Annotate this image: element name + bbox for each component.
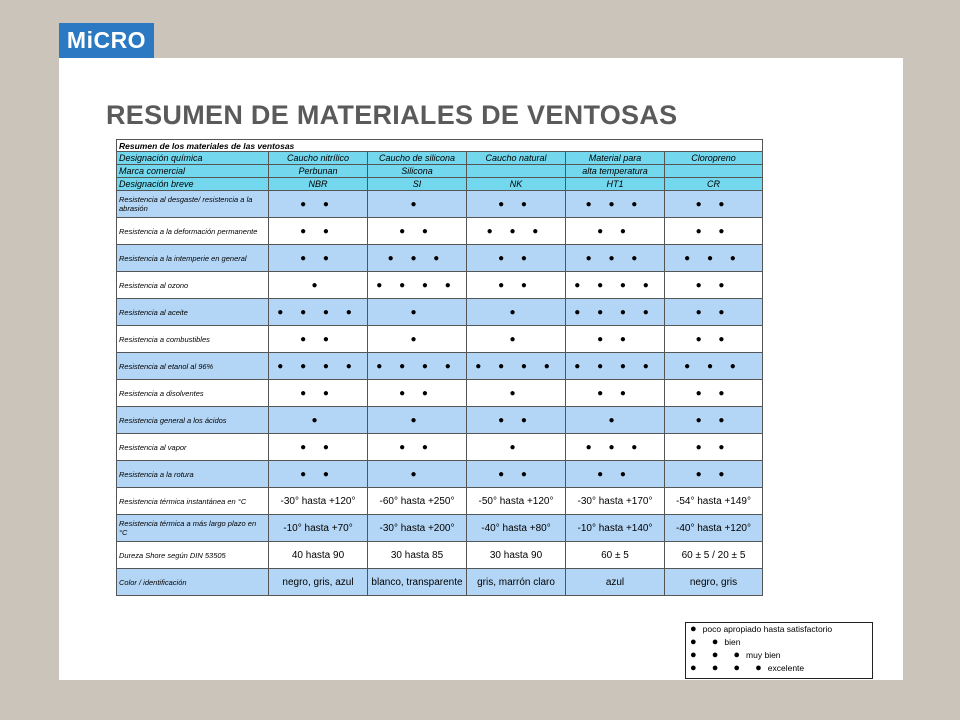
property-label: Resistencia térmica instantánea en °C <box>117 488 269 515</box>
legend-dots: ● <box>690 623 703 635</box>
rating-cell: ● <box>368 407 467 434</box>
rating-cell: -30° hasta +170° <box>566 488 665 515</box>
rating-cell: ● ● <box>467 407 566 434</box>
property-label: Resistencia a disolventes <box>117 380 269 407</box>
rating-cell: -10° hasta +140° <box>566 515 665 542</box>
rating-cell: -40° hasta +80° <box>467 515 566 542</box>
micro-logo: MiCRO <box>59 23 154 58</box>
header-label: Designación breve <box>117 178 269 191</box>
rating-cell: -50° hasta +120° <box>467 488 566 515</box>
legend-box <box>685 622 873 679</box>
header-cell: NBR <box>269 178 368 191</box>
property-label: Resistencia a la intemperie en general <box>117 245 269 272</box>
rating-cell: ● ● ● ● <box>467 353 566 380</box>
header-cell: Caucho nitrílico <box>269 152 368 165</box>
property-label: Resistencia a combustibles <box>117 326 269 353</box>
header-cell: Material para <box>566 152 665 165</box>
rating-cell: ● ● <box>665 380 763 407</box>
legend-dots: ● ● ● <box>690 649 747 661</box>
property-label: Resistencia al etanol al 96% <box>117 353 269 380</box>
header-label: Marca comercial <box>117 165 269 178</box>
legend-text: poco apropiado hasta satisfactorio <box>702 624 833 634</box>
rating-cell: ● ● ● <box>566 434 665 461</box>
rating-cell: ● ● ● <box>566 245 665 272</box>
rating-cell: ● ● <box>368 218 467 245</box>
legend-dots: ● ● ● ● <box>690 662 768 674</box>
materials-table <box>116 139 763 596</box>
rating-cell: ● ● <box>665 218 763 245</box>
rating-cell: ● ● <box>269 245 368 272</box>
rating-cell: gris, marrón claro <box>467 569 566 596</box>
property-label: Resistencia al ozono <box>117 272 269 299</box>
table-row <box>117 407 763 434</box>
property-label: Resistencia térmica a más largo plazo en °C <box>117 515 269 542</box>
property-label: Dureza Shore según DIN 53505 <box>117 542 269 569</box>
rating-cell: ● ● <box>368 434 467 461</box>
rating-cell: 40 hasta 90 <box>269 542 368 569</box>
rating-cell: ● ● <box>269 380 368 407</box>
rating-cell: ● <box>368 191 467 218</box>
table-row <box>117 488 763 515</box>
rating-cell: negro, gris, azul <box>269 569 368 596</box>
rating-cell: ● ● <box>269 461 368 488</box>
table-row <box>117 353 763 380</box>
property-label: Resistencia general a los ácidos <box>117 407 269 434</box>
rating-cell: ● <box>467 326 566 353</box>
rating-cell: ● <box>566 407 665 434</box>
header-cell: CR <box>665 178 763 191</box>
rating-cell: ● <box>368 461 467 488</box>
rating-cell: ● ● ● <box>566 191 665 218</box>
table-row <box>117 515 763 542</box>
rating-cell: blanco, transparente <box>368 569 467 596</box>
table-row <box>117 299 763 326</box>
table-caption: Resumen de los materiales de las ventosas <box>117 140 763 152</box>
legend-item <box>686 636 872 649</box>
rating-cell: ● ● <box>665 434 763 461</box>
rating-cell: ● ● <box>665 326 763 353</box>
rating-cell: ● ● <box>566 326 665 353</box>
table-row <box>117 272 763 299</box>
header-cell: NK <box>467 178 566 191</box>
table-row <box>117 542 763 569</box>
header-cell: Caucho natural <box>467 152 566 165</box>
rating-cell: ● <box>368 299 467 326</box>
rating-cell: ● ● ● ● <box>566 272 665 299</box>
table-row <box>117 191 763 218</box>
rating-cell: -54° hasta +149° <box>665 488 763 515</box>
header-cell <box>467 165 566 178</box>
header-label: Designación química <box>117 152 269 165</box>
rating-cell: 60 ± 5 / 20 ± 5 <box>665 542 763 569</box>
rating-cell: ● ● ● ● <box>368 353 467 380</box>
rating-cell: ● ● <box>269 326 368 353</box>
rating-cell: ● <box>467 299 566 326</box>
rating-cell: ● ● <box>269 434 368 461</box>
rating-cell: ● ● <box>467 191 566 218</box>
property-label: Resistencia al desgaste/ resistencia a la abrasión <box>117 191 269 218</box>
rating-cell: azul <box>566 569 665 596</box>
table-row <box>117 245 763 272</box>
table-row <box>117 326 763 353</box>
property-label: Resistencia a la deformación permanente <box>117 218 269 245</box>
rating-cell: 60 ± 5 <box>566 542 665 569</box>
rating-cell: ● ● ● <box>467 218 566 245</box>
rating-cell: ● ● <box>566 461 665 488</box>
rating-cell: ● ● ● ● <box>269 353 368 380</box>
rating-cell: -30° hasta +200° <box>368 515 467 542</box>
header-cell <box>665 165 763 178</box>
table-row <box>117 461 763 488</box>
rating-cell: ● ● <box>269 191 368 218</box>
header-cell: Perbunan <box>269 165 368 178</box>
property-label: Resistencia al aceite <box>117 299 269 326</box>
header-cell: Silicona <box>368 165 467 178</box>
legend-item <box>686 623 872 636</box>
rating-cell: ● ● <box>665 191 763 218</box>
rating-cell: 30 hasta 90 <box>467 542 566 569</box>
property-label: Color / identificación <box>117 569 269 596</box>
header-cell: SI <box>368 178 467 191</box>
rating-cell: -40° hasta +120° <box>665 515 763 542</box>
rating-cell: ● ● <box>467 245 566 272</box>
page-title: RESUMEN DE MATERIALES DE VENTOSAS <box>106 100 678 130</box>
rating-cell: ● ● <box>368 380 467 407</box>
table-row <box>117 434 763 461</box>
rating-cell: ● ● ● ● <box>566 299 665 326</box>
header-cell: Caucho de silicona <box>368 152 467 165</box>
header-cell: Cloropreno <box>665 152 763 165</box>
rating-cell: 30 hasta 85 <box>368 542 467 569</box>
legend-item <box>686 649 872 662</box>
rating-cell: ● ● <box>566 218 665 245</box>
rating-cell: ● <box>368 326 467 353</box>
table-caption-row <box>117 140 763 152</box>
rating-cell: ● ● <box>467 272 566 299</box>
rating-cell: ● ● <box>269 218 368 245</box>
rating-cell: ● ● ● <box>368 245 467 272</box>
rating-cell: ● <box>467 434 566 461</box>
rating-cell: ● ● <box>467 461 566 488</box>
rating-cell: -60° hasta +250° <box>368 488 467 515</box>
rating-cell: ● ● <box>665 272 763 299</box>
rating-cell: ● <box>467 380 566 407</box>
rating-cell: ● ● ● ● <box>566 353 665 380</box>
rating-cell: ● ● ● ● <box>368 272 467 299</box>
rating-cell: ● <box>269 407 368 434</box>
rating-cell: ● ● <box>566 380 665 407</box>
rating-cell: ● ● ● <box>665 245 763 272</box>
table-row <box>117 218 763 245</box>
rating-cell: ● ● <box>665 461 763 488</box>
legend-text: bien <box>724 637 741 647</box>
rating-cell: -10° hasta +70° <box>269 515 368 542</box>
rating-cell: ● <box>269 272 368 299</box>
legend-text: muy bien <box>746 650 781 660</box>
header-cell: alta temperatura <box>566 165 665 178</box>
legend-text: excelente <box>767 663 805 673</box>
rating-cell: ● ● <box>665 407 763 434</box>
table-header-row <box>117 178 763 191</box>
table-header-row <box>117 165 763 178</box>
rating-cell: ● ● <box>665 299 763 326</box>
rating-cell: -30° hasta +120° <box>269 488 368 515</box>
table-header-row <box>117 152 763 165</box>
rating-cell: ● ● ● ● <box>269 299 368 326</box>
property-label: Resistencia a la rotura <box>117 461 269 488</box>
legend-dots: ● ● <box>690 636 725 648</box>
legend-item <box>686 662 872 675</box>
rating-cell: negro, gris <box>665 569 763 596</box>
table-row <box>117 380 763 407</box>
property-label: Resistencia al vapor <box>117 434 269 461</box>
table-row <box>117 569 763 596</box>
rating-cell: ● ● ● <box>665 353 763 380</box>
header-cell: HT1 <box>566 178 665 191</box>
